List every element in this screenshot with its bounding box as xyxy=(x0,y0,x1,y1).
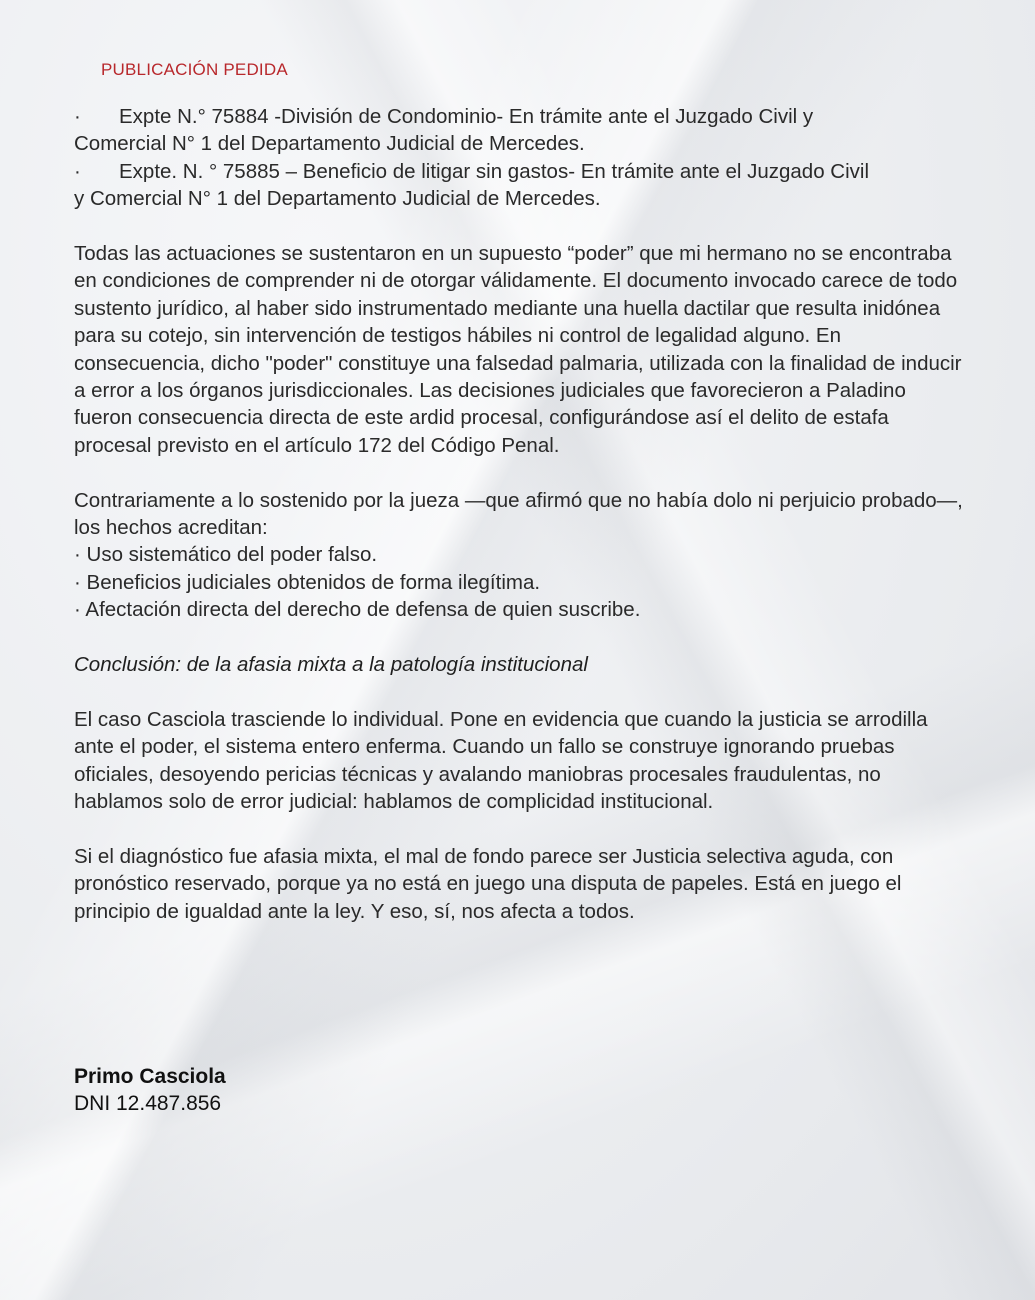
hecho-item: · Uso sistemático del poder falso. xyxy=(74,543,378,567)
expediente-first-line: Expte N.° 75884 -División de Condominio- En trámite ante el Juzgado Civil y xyxy=(119,105,814,128)
publication-header: PUBLICACIÓN PEDIDA xyxy=(101,60,288,79)
conclusion-heading: Conclusión: de la afasia mixta a la patología institucional xyxy=(74,653,588,677)
bullet-dot: · xyxy=(74,105,81,128)
expediente-item xyxy=(74,103,964,158)
paragraph-gap xyxy=(74,213,964,240)
paragraph-gap xyxy=(74,816,964,843)
paragraph-gap xyxy=(74,678,964,705)
expediente-continuation: y Comercial N° 1 del Departamento Judicial de Mercedes. xyxy=(74,187,601,211)
bullet-dot: · xyxy=(74,159,81,183)
expediente-item xyxy=(74,158,964,213)
hecho-item: · Afectación directa del derecho de defensa de quien suscribe. xyxy=(74,598,641,622)
signature-name: Primo Casciola xyxy=(74,1065,226,1088)
paragraph-gap xyxy=(74,624,964,651)
paragraph-actuaciones: Todas las actuaciones se sustentaron en un supuesto “poder” que mi hermano no se encontraba en condiciones de comprender ni de otorgar válidamente. El documento invocado carece de todo sustento jurídico, al haber sido instrumentado mediante una huella dactilar que resulta inidónea para su cotejo, sin intervención de testigos hábiles ni control de legalidad alguno. En consecuencia, dicho "poder" constituye una falsedad palmaria, utilizada con la finalidad de inducir a error a los órganos jurisdiccionales. Las decisiones judiciales que favorecieron a Paladino fueron consecuencia directa de este ardid procesal, configurándose así el delito de estafa procesal previsto en el artículo 172 del Código Penal. xyxy=(74,242,962,457)
signature-dni: DNI 12.487.856 xyxy=(74,1092,222,1115)
hecho-item: · Beneficios judiciales obtenidos de forma ilegítima. xyxy=(74,570,541,594)
paragraph-gap xyxy=(74,459,964,486)
paragraph-caso: El caso Casciola trasciende lo individual. Pone en evidencia que cuando la justicia se arrodilla ante el poder, el sistema entero enferma. Cuando un fallo se construye ignorando pruebas oficiales, desoyendo pericias técnicas y avalando maniobras procesales fraudulentas, no hablamos solo de error judicial: hablamos de complicidad institucional. xyxy=(74,707,928,814)
signature-block xyxy=(74,1063,226,1117)
paragraph-contrariamente: Contrariamente a lo sostenido por la jueza —que afirmó que no había dolo ni perjuicio probado—, los hechos acreditan: xyxy=(74,488,963,540)
paragraph-diagnostico: Si el diagnóstico fue afasia mixta, el mal de fondo parece ser Justicia selectiva aguda, con pronóstico reservado, porque ya no está en juego una disputa de papeles. Está en juego el principio de igualdad ante la ley. Y eso, sí, nos afecta a todos. xyxy=(74,844,902,923)
expediente-first-line: Expte. N. ° 75885 – Beneficio de litigar sin gastos- En trámite ante el Juzgado Civil xyxy=(119,159,870,183)
document-body xyxy=(74,103,964,925)
expediente-continuation: Comercial N° 1 del Departamento Judicial de Mercedes. xyxy=(74,132,585,156)
